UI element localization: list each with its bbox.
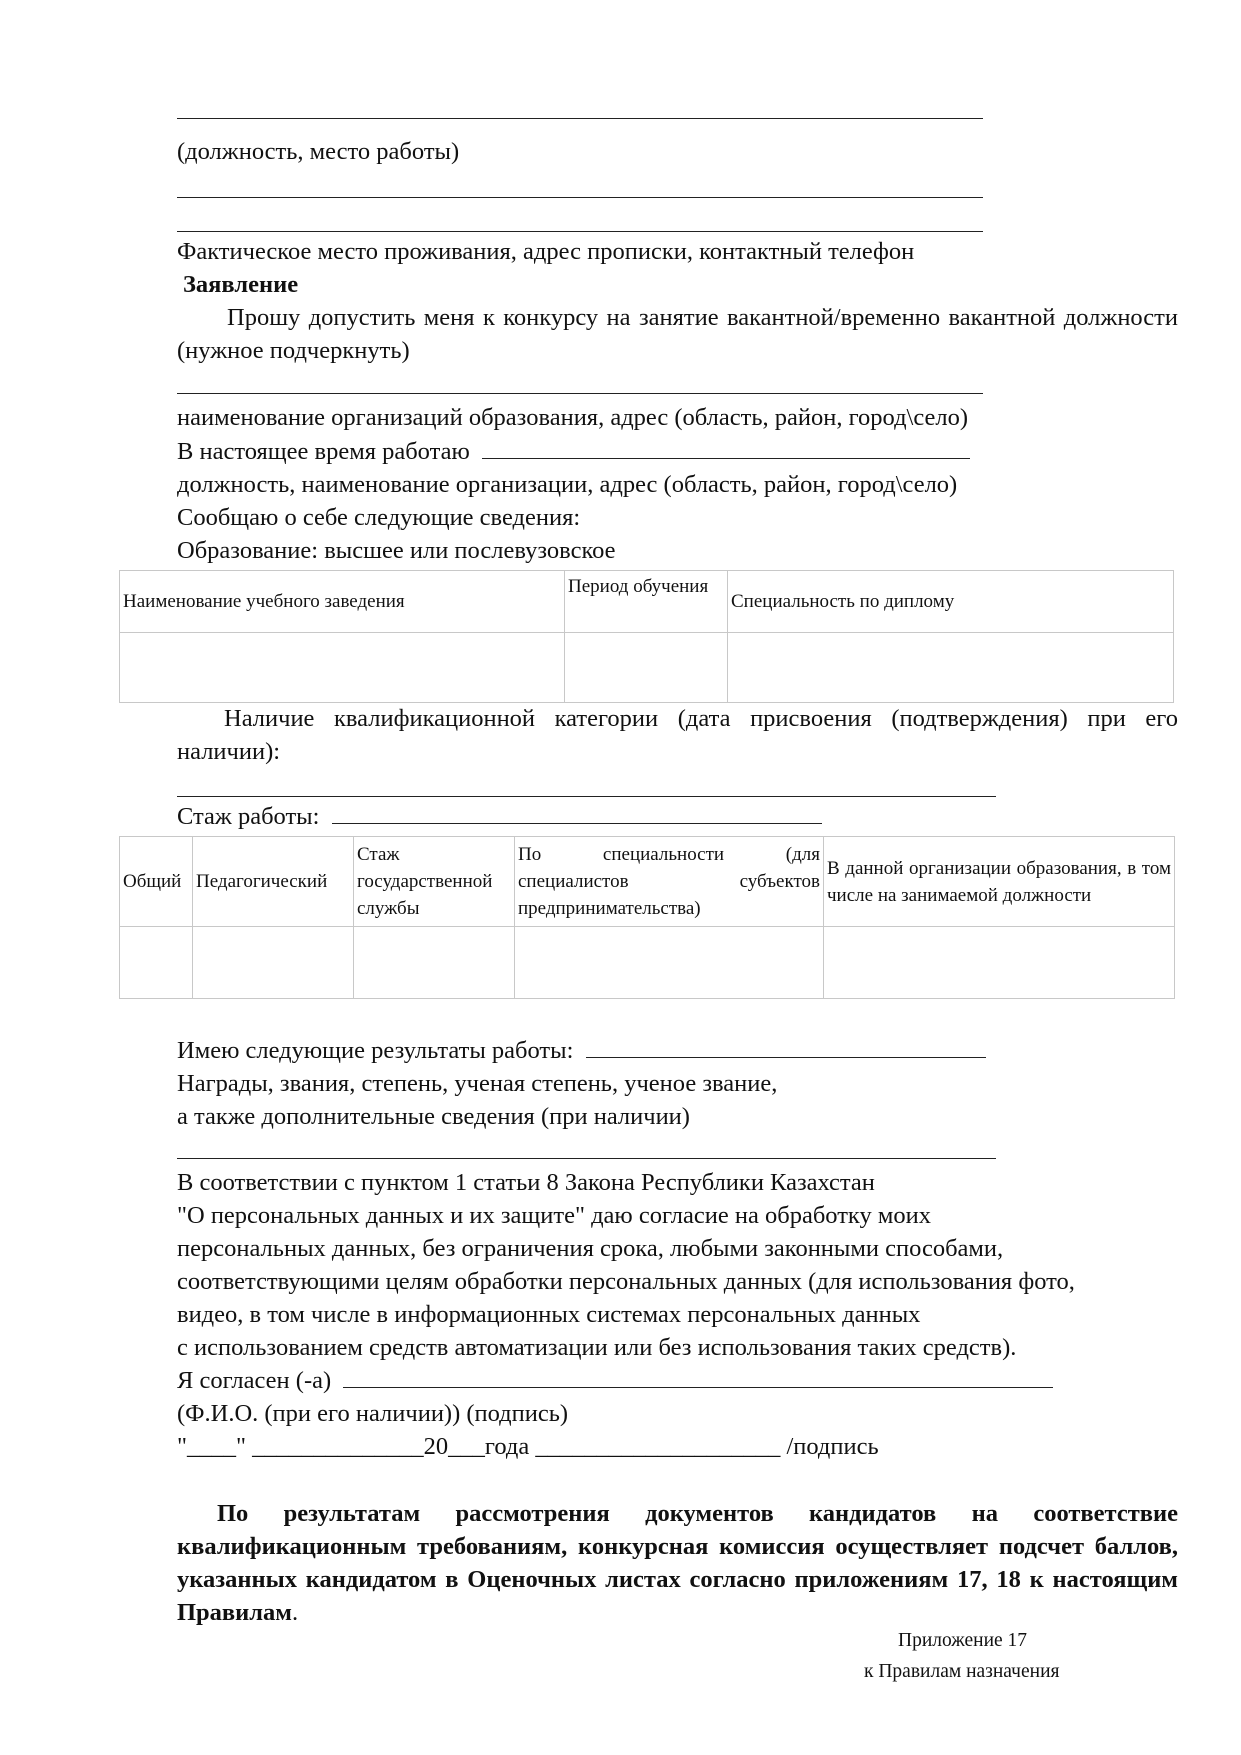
- qualification-text: [177, 702, 1178, 768]
- experience-table-row: [120, 927, 1175, 999]
- results-label: Имею следующие результаты работы:: [177, 1037, 574, 1064]
- date-signature-line: "____" ______________20___года ____________________ /подпись: [177, 1433, 879, 1460]
- additional-info-line: а также дополнительные сведения (при наличии): [177, 1103, 690, 1130]
- additional-info-blank-line[interactable]: [177, 1158, 996, 1159]
- position-caption: (должность, место работы): [177, 138, 460, 165]
- qualification-text-content: Наличие квалификационной категории (дата присвоения (подтверждения) при его наличии):: [177, 705, 1178, 765]
- commission-note-period: .: [291, 1599, 299, 1626]
- annex-number: Приложение 17: [898, 1630, 1028, 1651]
- consent-line-6: с использованием средств автоматизации или без использования таких средств).: [177, 1334, 1017, 1361]
- annex-rules: к Правилам назначения: [864, 1661, 1060, 1682]
- experience-table-header-row: [120, 837, 1175, 927]
- current-work-caption: должность, наименование организации, адрес (область, район, город\село): [177, 471, 958, 498]
- consent-line-4: соответствующими целям обработки персональных данных (для использования фото,: [177, 1268, 1075, 1295]
- consent-line-2: "О персональных данных и их защите" даю согласие на обработку моих: [177, 1202, 931, 1229]
- current-work-label: В настоящее время работаю: [177, 438, 470, 465]
- awards-line: Награды, звания, степень, ученая степень, ученое звание,: [177, 1070, 778, 1097]
- qualification-blank-line[interactable]: [177, 796, 996, 797]
- education-header-period: Период обучения: [565, 571, 728, 633]
- experience-header-specialty: По специальности (для специалистов субъектов предпринимательства): [515, 837, 824, 927]
- experience-blank[interactable]: [332, 803, 822, 824]
- education-table-header-row: [120, 571, 1174, 633]
- experience-label: Стаж работы:: [177, 803, 320, 830]
- education-cell-institution[interactable]: [120, 633, 565, 703]
- current-work-row: [177, 436, 970, 468]
- experience-cell-pedagogical[interactable]: [193, 927, 354, 999]
- education-header-institution: Наименование учебного заведения: [120, 571, 565, 633]
- experience-cell-organization[interactable]: [824, 927, 1175, 999]
- current-work-blank[interactable]: [482, 438, 970, 459]
- education-table: [119, 570, 1174, 703]
- position-blank-line[interactable]: [177, 118, 983, 119]
- experience-header-total: Общий: [120, 837, 193, 927]
- consent-line-3: персональных данных, без ограничения срока, любыми законными способами,: [177, 1235, 1004, 1262]
- experience-cell-civil-service[interactable]: [354, 927, 515, 999]
- about-me-line: Сообщаю о себе следующие сведения:: [177, 504, 581, 531]
- results-blank[interactable]: [586, 1037, 986, 1058]
- commission-note-text: По результатам рассмотрения документов кандидатов на соответствие квалификационным требованиям, конкурсная комиссия осуществляет подсчет баллов, указанных кандидатом в Оценочных листах согласно приложениям 17, 18 к настоящим Правилам: [177, 1500, 1178, 1626]
- signature-caption: (Ф.И.О. (при его наличии)) (подпись): [177, 1400, 569, 1427]
- address-blank-line-1[interactable]: [177, 197, 983, 198]
- organization-caption: наименование организаций образования, адрес (область, район, город\село): [177, 404, 969, 431]
- agree-label: Я согласен (-а): [177, 1367, 332, 1394]
- commission-note: [177, 1497, 1178, 1629]
- experience-cell-total[interactable]: [120, 927, 193, 999]
- request-text-content: Прошу допустить меня к конкурсу на занятие вакантной/временно вакантной должности (нужное подчеркнуть): [177, 304, 1178, 364]
- experience-header-pedagogical: Педагогический: [193, 837, 354, 927]
- address-caption: Фактическое место проживания, адрес прописки, контактный телефон: [177, 238, 915, 265]
- education-cell-specialty[interactable]: [728, 633, 1174, 703]
- education-header-specialty: Специальность по диплому: [728, 571, 1174, 633]
- request-text: [177, 301, 1178, 367]
- agree-row: [177, 1365, 1053, 1397]
- address-blank-line-2[interactable]: [177, 231, 983, 232]
- experience-table: [119, 836, 1175, 999]
- results-row: [177, 1035, 986, 1067]
- organization-blank-line[interactable]: [177, 393, 983, 394]
- education-cell-period[interactable]: [565, 633, 728, 703]
- consent-line-5: видео, в том числе в информационных системах персональных данных: [177, 1301, 921, 1328]
- education-line: Образование: высшее или послевузовское: [177, 537, 616, 564]
- experience-header-organization: В данной организации образования, в том числе на занимаемой должности: [824, 837, 1175, 927]
- experience-header-civil-service: Стаж государственной службы: [354, 837, 515, 927]
- agree-signature-blank[interactable]: [343, 1367, 1053, 1388]
- consent-line-1: В соответствии с пунктом 1 статьи 8 Закона Республики Казахстан: [177, 1169, 875, 1196]
- statement-title: Заявление: [183, 271, 299, 298]
- experience-row: [177, 801, 822, 833]
- experience-cell-specialty[interactable]: [515, 927, 824, 999]
- education-table-row: [120, 633, 1174, 703]
